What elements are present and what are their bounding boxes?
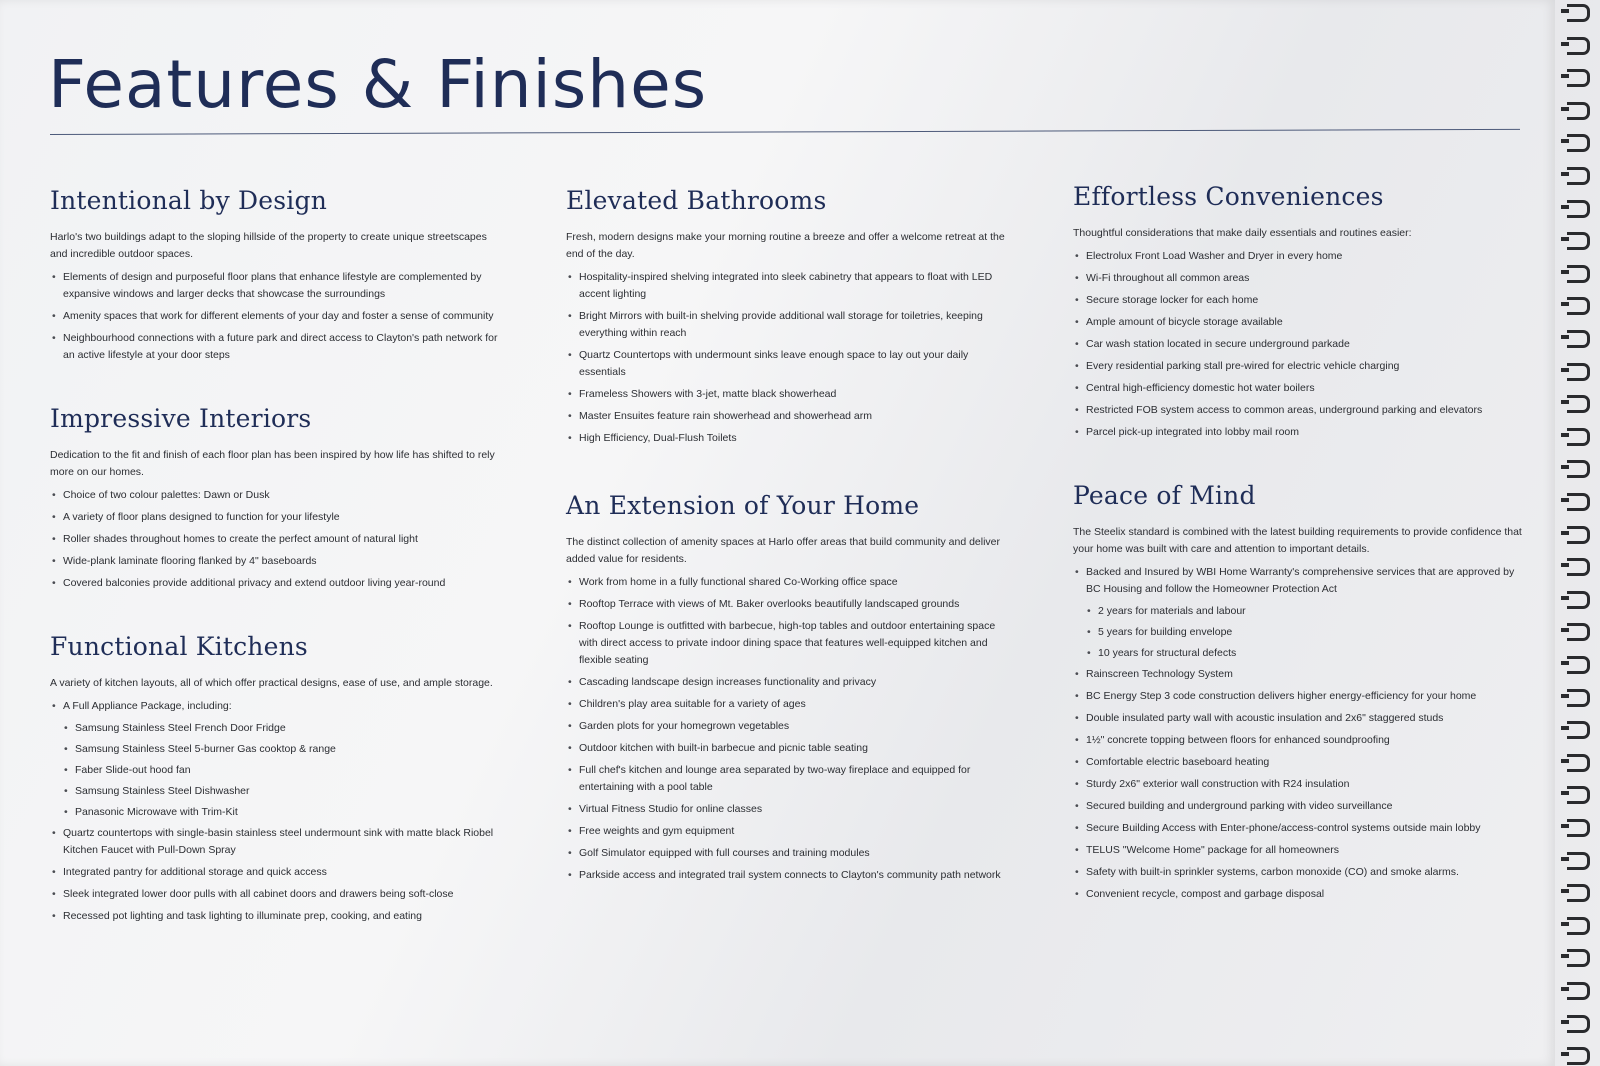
binding-coil [1567, 297, 1590, 315]
section-title: Intentional by Design [50, 186, 328, 215]
feature-subitem: • Samsung Stainless Steel French Door Fridge [62, 720, 500, 737]
feature-list [566, 269, 1016, 447]
feature-item: • 1½" concrete topping between floors for enhanced soundproofing [1073, 732, 1523, 749]
section-intro: Dedication to the fit and finish of each floor plan has been inspired by how life has shifted to rely more on our homes. [50, 449, 495, 478]
feature-item: • Outdoor kitchen with built-in barbecue and picnic table seating [566, 740, 1016, 757]
section-intro: The distinct collection of amenity spaces at Harlo offer areas that build community and deliver added value for residents. [566, 536, 1001, 565]
feature-subitem: • 10 years for structural defects [1085, 645, 1523, 662]
feature-list [566, 574, 1016, 884]
binding-coil [1567, 949, 1590, 967]
binding-coil [1567, 330, 1590, 348]
binding-coil [1567, 819, 1590, 837]
feature-list [1073, 564, 1523, 903]
feature-item: • Secure Building Access with Enter-phone/access-control systems outside main lobby [1073, 820, 1523, 837]
feature-item: • High Efficiency, Dual-Flush Toilets [566, 430, 1016, 447]
feature-item: • Work from home in a fully functional shared Co-Working office space [566, 574, 1016, 591]
feature-subitem: • Faber Slide-out hood fan [62, 762, 500, 779]
binding-coil [1567, 232, 1590, 250]
binding-coil [1567, 982, 1590, 1000]
binding-coil [1567, 265, 1590, 283]
binding-coil [1567, 1015, 1590, 1033]
binding-coil [1567, 167, 1590, 185]
binding-coil [1567, 656, 1590, 674]
binding-coil [1567, 4, 1590, 22]
feature-item: • A variety of floor plans designed to function for your lifestyle [50, 509, 500, 526]
feature-item: • Safety with built-in sprinkler systems, carbon monoxide (CO) and smoke alarms. [1073, 864, 1523, 881]
feature-item: • Children's play area suitable for a variety of ages [566, 696, 1016, 713]
binding-coil [1567, 134, 1590, 152]
feature-item: • Car wash station located in secure underground parkade [1073, 336, 1523, 353]
column-left [50, 186, 500, 965]
feature-item: • Covered balconies provide additional privacy and extend outdoor living year-round [50, 575, 500, 592]
feature-list [50, 269, 500, 364]
binding-coil [1567, 591, 1590, 609]
feature-item: • Every residential parking stall pre-wired for electric vehicle charging [1073, 358, 1523, 375]
feature-item: • Wide-plank laminate flooring flanked by 4" baseboards [50, 553, 500, 570]
page-title: Features & Finishes [48, 46, 708, 123]
feature-item: • Garden plots for your homegrown vegetables [566, 718, 1016, 735]
section-peace-of-mind [1073, 481, 1523, 903]
feature-item: • Frameless Showers with 3-jet, matte black showerhead [566, 386, 1016, 403]
feature-item: • Convenient recycle, compost and garbage disposal [1073, 886, 1523, 903]
section-intro: Thoughtful considerations that make daily essentials and routines easier: [1073, 227, 1412, 239]
feature-item: • Backed and Insured by WBI Home Warranty's comprehensive services that are approved by BC Housing and follow the Homeowner Protection Act [1073, 564, 1523, 598]
section-title: Effortless Conveniences [1073, 182, 1384, 211]
feature-item: • Recessed pot lighting and task lighting to illuminate prep, cooking, and eating [50, 908, 500, 925]
feature-item: • Rooftop Terrace with views of Mt. Baker overlooks beautifully landscaped grounds [566, 596, 1016, 613]
feature-subitem: • 2 years for materials and labour [1085, 603, 1523, 620]
feature-item: • Cascading landscape design increases functionality and privacy [566, 674, 1016, 691]
binding-coil [1567, 917, 1590, 935]
column-middle [566, 186, 1016, 922]
section-intro: Fresh, modern designs make your morning routine a breeze and offer a welcome retreat at the end of the day. [566, 231, 1005, 260]
binding-coil [1567, 363, 1590, 381]
feature-item: • Wi-Fi throughout all common areas [1073, 270, 1523, 287]
feature-list [50, 487, 500, 592]
feature-item: • Double insulated party wall with acoustic insulation and 2x6" staggered studs [1073, 710, 1523, 727]
feature-item: • Amenity spaces that work for different elements of your day and foster a sense of community [50, 308, 500, 325]
feature-item: • Free weights and gym equipment [566, 823, 1016, 840]
feature-item: • Full chef's kitchen and lounge area separated by two-way fireplace and equipped for entertaining with a pool table [566, 762, 1016, 796]
column-right [1073, 182, 1523, 941]
binding-coil [1567, 754, 1590, 772]
binding-coil [1567, 852, 1590, 870]
feature-item: • Sleek integrated lower door pulls with all cabinet doors and drawers being soft-close [50, 886, 500, 903]
feature-subitem: • Samsung Stainless Steel 5-burner Gas cooktop & range [62, 741, 500, 758]
feature-item: • Quartz countertops with single-basin stainless steel undermount sink with matte black Riobel Kitchen Faucet with Pull-Down Spray [50, 825, 500, 859]
feature-item: • Electrolux Front Load Washer and Dryer in every home [1073, 248, 1523, 265]
section-impressive-interiors [50, 404, 500, 592]
feature-item: • Bright Mirrors with built-in shelving provide additional wall storage for toiletries, keeping everything within reach [566, 308, 1016, 342]
binding-coil [1567, 689, 1590, 707]
binding-coil [1567, 460, 1590, 478]
section-title: Functional Kitchens [50, 632, 308, 661]
feature-item: • Ample amount of bicycle storage available [1073, 314, 1523, 331]
section-title: Elevated Bathrooms [566, 186, 827, 215]
feature-item: • Parkside access and integrated trail system connects to Clayton's community path network [566, 867, 1016, 884]
section-title: Impressive Interiors [50, 404, 312, 433]
feature-item: • Central high-efficiency domestic hot water boilers [1073, 380, 1523, 397]
feature-item: • Secured building and underground parking with video surveillance [1073, 798, 1523, 815]
feature-list [1073, 248, 1523, 441]
binding-coil [1567, 102, 1590, 120]
binding-coil [1567, 200, 1590, 218]
feature-item: • Restricted FOB system access to common areas, underground parking and elevators [1073, 402, 1523, 419]
section-title: Peace of Mind [1073, 481, 1256, 510]
feature-subitem: • Panasonic Microwave with Trim-Kit [62, 804, 500, 821]
feature-item: • Master Ensuites feature rain showerhead and showerhead arm [566, 408, 1016, 425]
feature-item: • Integrated pantry for additional storage and quick access [50, 864, 500, 881]
binding-coil [1567, 37, 1590, 55]
feature-item: • BC Energy Step 3 code construction delivers higher energy-efficiency for your home [1073, 688, 1523, 705]
feature-item: • Elements of design and purposeful floor plans that enhance lifestyle are complemented by expansive windows and larger decks that showcase the surroundings [50, 269, 500, 303]
feature-item: • Secure storage locker for each home [1073, 292, 1523, 309]
section-elevated-bathrooms [566, 186, 1016, 447]
feature-item: • A Full Appliance Package, including: [50, 698, 500, 715]
binding-coil [1567, 884, 1590, 902]
feature-item: • Comfortable electric baseboard heating [1073, 754, 1523, 771]
binding-coil [1567, 1047, 1590, 1065]
section-intro: A variety of kitchen layouts, all of which offer practical designs, ease of use, and ample storage. [50, 677, 493, 689]
feature-item: • Sturdy 2x6" exterior wall construction with R24 insulation [1073, 776, 1523, 793]
feature-item: • Golf Simulator equipped with full courses and training modules [566, 845, 1016, 862]
feature-item: • Roller shades throughout homes to create the perfect amount of natural light [50, 531, 500, 548]
section-intro: Harlo's two buildings adapt to the sloping hillside of the property to create unique streetscapes and incredible outdoor spaces. [50, 231, 487, 260]
feature-item: • Neighbourhood connections with a future park and direct access to Clayton's path network for an active lifestyle at your door steps [50, 330, 500, 364]
section-extension-of-your-home [566, 491, 1016, 884]
feature-item: • Virtual Fitness Studio for online classes [566, 801, 1016, 818]
binding-coil [1567, 428, 1590, 446]
binding-coil [1567, 69, 1590, 87]
spiral-binding [1555, 0, 1600, 1066]
section-intro: The Steelix standard is combined with the latest building requirements to provide confidence that your home was built with care and attention to important details. [1073, 526, 1522, 555]
feature-item: • Parcel pick-up integrated into lobby mail room [1073, 424, 1523, 441]
binding-coil [1567, 395, 1590, 413]
feature-subitem: • 5 years for building envelope [1085, 624, 1523, 641]
binding-coil [1567, 493, 1590, 511]
feature-item: • Quartz Countertops with undermount sinks leave enough space to lay out your daily essentials [566, 347, 1016, 381]
feature-item: • Choice of two colour palettes: Dawn or Dusk [50, 487, 500, 504]
binding-coil [1567, 526, 1590, 544]
feature-item: • TELUS "Welcome Home" package for all homeowners [1073, 842, 1523, 859]
section-intentional-by-design [50, 186, 500, 364]
binding-coil [1567, 558, 1590, 576]
binding-coil [1567, 623, 1590, 641]
feature-subitem: • Samsung Stainless Steel Dishwasher [62, 783, 500, 800]
binding-coil [1567, 721, 1590, 739]
feature-item: • Hospitality-inspired shelving integrated into sleek cabinetry that appears to float with LED accent lighting [566, 269, 1016, 303]
title-divider [50, 129, 1520, 135]
binding-coil [1567, 786, 1590, 804]
feature-item: • Rainscreen Technology System [1073, 666, 1523, 683]
feature-item: • Rooftop Lounge is outfitted with barbecue, high-top tables and outdoor entertaining space with direct access to private indoor dining space that features well-equipped kitchen and flexible seating [566, 618, 1016, 669]
section-effortless-conveniences [1073, 182, 1523, 441]
section-title: An Extension of Your Home [566, 491, 920, 520]
section-functional-kitchens [50, 632, 500, 925]
feature-list [50, 698, 500, 925]
